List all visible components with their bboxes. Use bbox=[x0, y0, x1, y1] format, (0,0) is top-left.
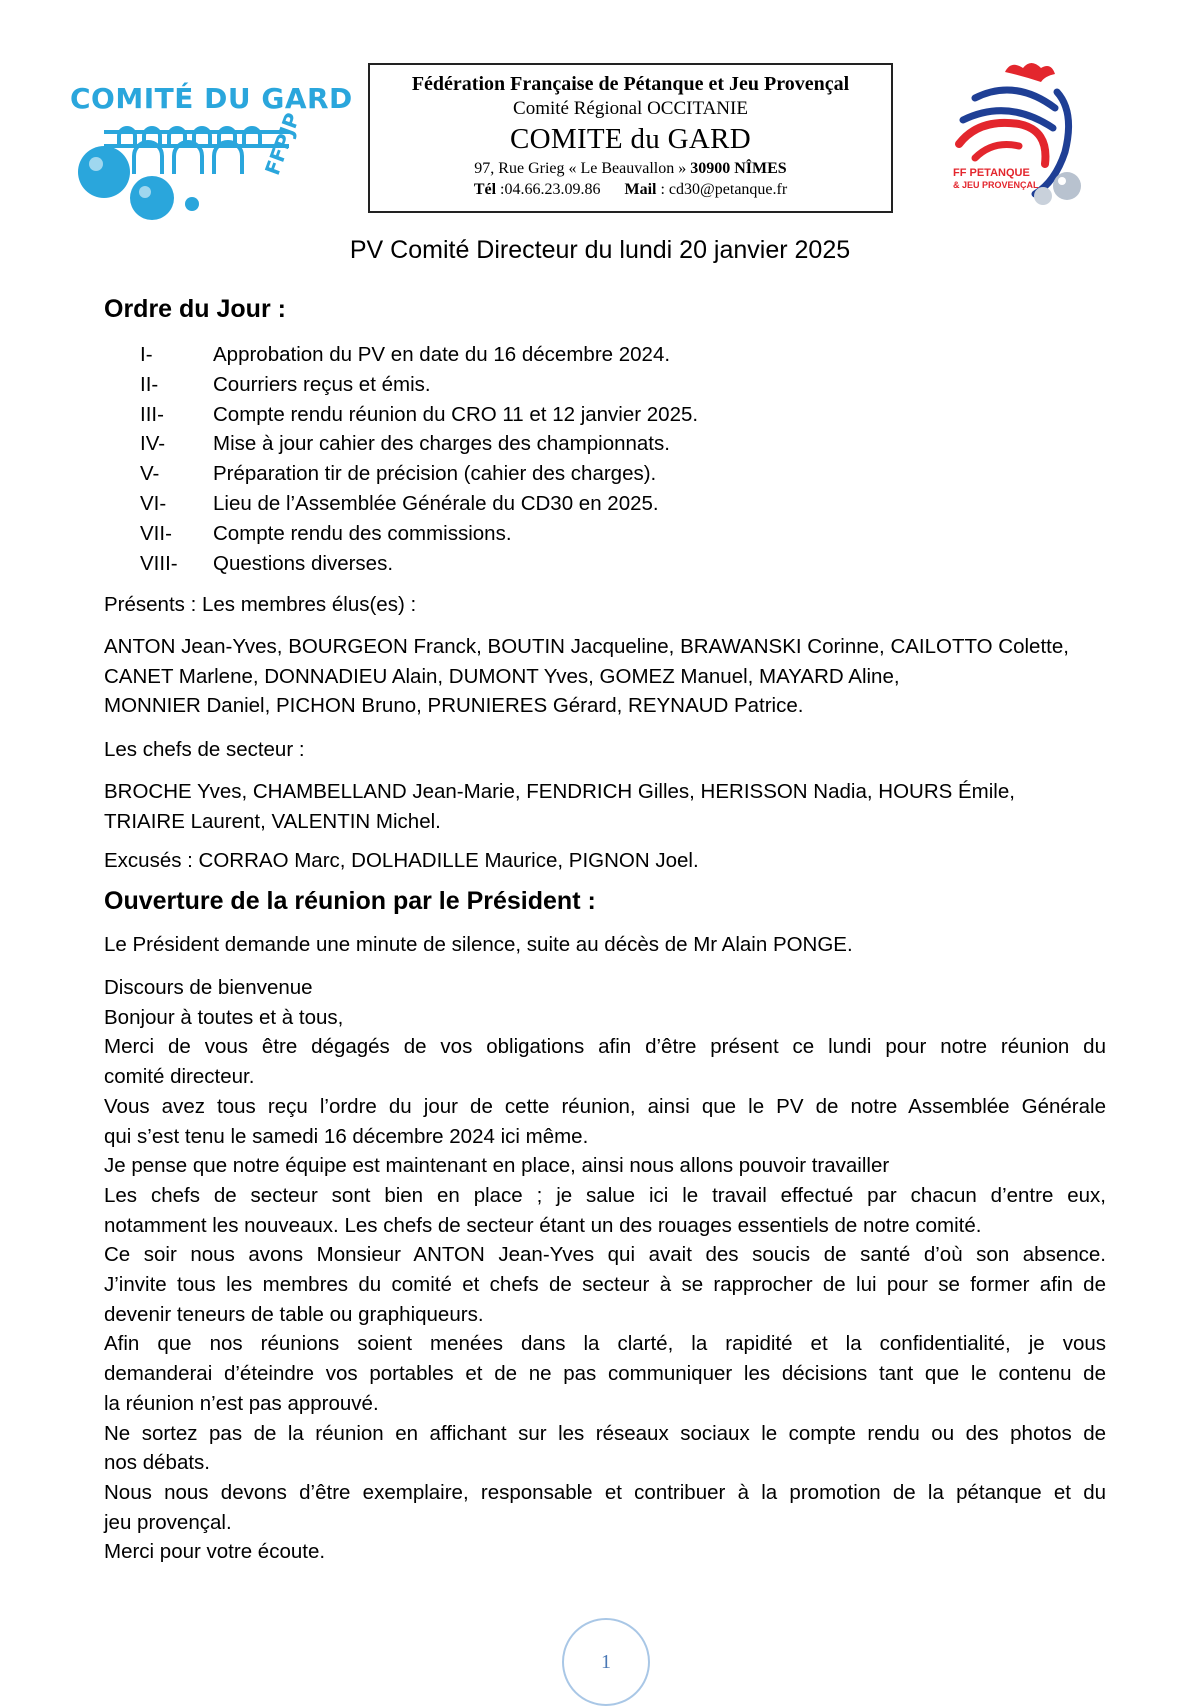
agenda-item-text: Courriers reçus et émis. bbox=[213, 372, 431, 396]
minute-of-silence: Le Président demande une minute de silence, suite au décès de Mr Alain PONGE. bbox=[104, 933, 853, 956]
welcome-speech bbox=[104, 973, 1106, 1567]
agenda-item-number: II- bbox=[140, 372, 159, 396]
speech-line: Vous avez tous reçu l’ordre du jour de cette réunion, ainsi que le PV de notre Assemblée Générale bbox=[104, 1094, 1106, 1118]
agenda-item bbox=[140, 429, 698, 459]
speech-line: nos débats. bbox=[104, 1451, 210, 1475]
agenda-item-text: Compte rendu des commissions. bbox=[213, 521, 512, 545]
speech-line: Merci pour votre écoute. bbox=[104, 1540, 326, 1564]
speech-line: Les chefs de secteur sont bien en place ; je salue ici le travail effectué par chacun d’entre eux, bbox=[104, 1183, 1106, 1207]
agenda-item bbox=[140, 549, 698, 579]
speech-line: jeu provençal. bbox=[104, 1510, 232, 1534]
speech-line: Ce soir nous avons Monsieur ANTON Jean-Yves qui avait des soucis de santé d’où son absence. bbox=[104, 1243, 1106, 1267]
committee-name: COMITE du GARD bbox=[509, 123, 752, 155]
tel-value: :04.66.23.09.86 bbox=[496, 181, 601, 198]
speech-line: Je pense que notre équipe est maintenant en place, ainsi nous allons pouvoir travailler bbox=[104, 1154, 890, 1178]
city: 30900 NÎMES bbox=[690, 160, 787, 177]
agenda-item bbox=[140, 400, 698, 430]
ffpjp-rooster-logo bbox=[945, 58, 1095, 218]
agenda-item bbox=[140, 519, 698, 549]
address-line bbox=[370, 160, 891, 178]
agenda-item-text: Mise à jour cahier des charges des championnats. bbox=[213, 432, 670, 456]
speech-line: J’invite tous les membres du comité et chefs de secteur à se rapprocher de lui pour se former afin de bbox=[104, 1273, 1106, 1297]
regional-committee: Comité Régional OCCITANIE bbox=[513, 98, 748, 119]
opening-heading: Ouverture de la réunion par le Président : bbox=[104, 887, 596, 915]
speech-line: Ne sortez pas de la réunion en affichant sur les réseaux sociaux le compte rendu ou des photos de bbox=[104, 1421, 1106, 1445]
agenda-item bbox=[140, 459, 698, 489]
agenda-item-text: Préparation tir de précision (cahier des charges). bbox=[213, 462, 657, 486]
member-line: CANET Marlene, DONNADIEU Alain, DUMONT Yves, GOMEZ Manuel, MAYARD Aline, bbox=[104, 664, 900, 688]
federation-header-box bbox=[368, 63, 893, 213]
agenda-item-number: I- bbox=[140, 343, 153, 366]
agenda-item-number: III- bbox=[140, 402, 164, 426]
logo-right-text-1: FF PETANQUE bbox=[953, 167, 1030, 179]
agenda-item-text: Lieu de l’Assemblée Générale du CD30 en 2025. bbox=[213, 491, 659, 515]
agenda-item-text: Questions diverses. bbox=[213, 551, 394, 575]
speech-line: demanderai d’éteindre vos portables et de ne pas communiquer les décisions tant que le contenu de bbox=[104, 1362, 1106, 1386]
speech-line: Nous nous devons d’être exemplaire, responsable et contribuer à la promotion de la pétanque et du bbox=[104, 1480, 1106, 1504]
agenda-item-number: IV- bbox=[140, 432, 166, 456]
contact-line bbox=[370, 181, 891, 199]
logo-left-title: COMITÉ DU GARD bbox=[70, 82, 353, 115]
agenda-item bbox=[140, 489, 698, 519]
agenda-item bbox=[140, 370, 698, 400]
document-title: PV Comité Directeur du lundi 20 janvier 2025 bbox=[349, 236, 851, 264]
sector-chiefs-label: Les chefs de secteur : bbox=[104, 738, 305, 761]
elected-members bbox=[104, 632, 1069, 721]
speech-line: Discours de bienvenue bbox=[104, 976, 313, 999]
member-line: MONNIER Daniel, PICHON Bruno, PRUNIERES Gérard, REYNAUD Patrice. bbox=[104, 694, 804, 718]
agenda-item-number: VIII- bbox=[140, 551, 178, 575]
speech-line: la réunion n’est pas approuvé. bbox=[104, 1391, 379, 1415]
page-number: 1 bbox=[562, 1618, 650, 1706]
mail-label: Mail bbox=[624, 181, 657, 198]
logo-left-ffpjp: FFPJP bbox=[259, 109, 305, 179]
agenda-item-text: Approbation du PV en date du 16 décembre 2024. bbox=[213, 343, 671, 366]
agenda-item-number: VII- bbox=[140, 521, 172, 545]
comite-du-gard-logo bbox=[64, 82, 353, 222]
mail-value: : cd30@petanque.fr bbox=[656, 181, 788, 198]
speech-line: Merci de vous être dégagés de vos obligations afin d’être présent ce lundi pour notre réunion du bbox=[104, 1035, 1106, 1059]
speech-line: Bonjour à toutes et à tous, bbox=[104, 1005, 344, 1029]
agenda-item-text: Compte rendu réunion du CRO 11 et 12 janvier 2025. bbox=[213, 402, 699, 426]
sector-chiefs bbox=[104, 777, 1015, 836]
agenda-item bbox=[140, 340, 698, 370]
street-address: 97, Rue Grieg « Le Beauvallon » bbox=[474, 160, 691, 177]
sector-chief-line: BROCHE Yves, CHAMBELLAND Jean-Marie, FENDRICH Gilles, HERISSON Nadia, HOURS Émile, bbox=[104, 780, 1015, 803]
federation-name: Fédération Française de Pétanque et Jeu Provençal bbox=[411, 73, 850, 95]
agenda-item-number: V- bbox=[140, 462, 160, 486]
agenda-heading: Ordre du Jour : bbox=[104, 295, 286, 323]
rooster-icon bbox=[945, 58, 1095, 218]
agenda-list bbox=[140, 340, 698, 578]
present-label: Présents : Les membres élus(es) : bbox=[104, 593, 417, 616]
speech-line: devenir teneurs de table ou graphiqueurs. bbox=[104, 1302, 484, 1326]
speech-line: qui s’est tenu le samedi 16 décembre 2024 ici même. bbox=[104, 1124, 589, 1148]
speech-line: notamment les nouveaux. Les chefs de secteur étant un des rouages essentiels de notre comité. bbox=[104, 1213, 982, 1237]
agenda-item-number: VI- bbox=[140, 491, 167, 515]
speech-line: Afin que nos réunions soient menées dans la clarté, la rapidité et la confidentialité, je vous bbox=[104, 1332, 1106, 1356]
tel-label: Tél bbox=[473, 181, 497, 198]
speech-line: comité directeur. bbox=[104, 1065, 255, 1089]
member-line: ANTON Jean-Yves, BOURGEON Franck, BOUTIN Jacqueline, BRAWANSKI Corinne, CAILOTTO Colette, bbox=[104, 635, 1069, 658]
sector-chief-line: TRIAIRE Laurent, VALENTIN Michel. bbox=[104, 809, 441, 833]
excused-line: Excusés : CORRAO Marc, DOLHADILLE Maurice, PIGNON Joel. bbox=[104, 849, 699, 872]
logo-right-text-2: & JEU PROVENÇAL bbox=[953, 180, 1039, 190]
